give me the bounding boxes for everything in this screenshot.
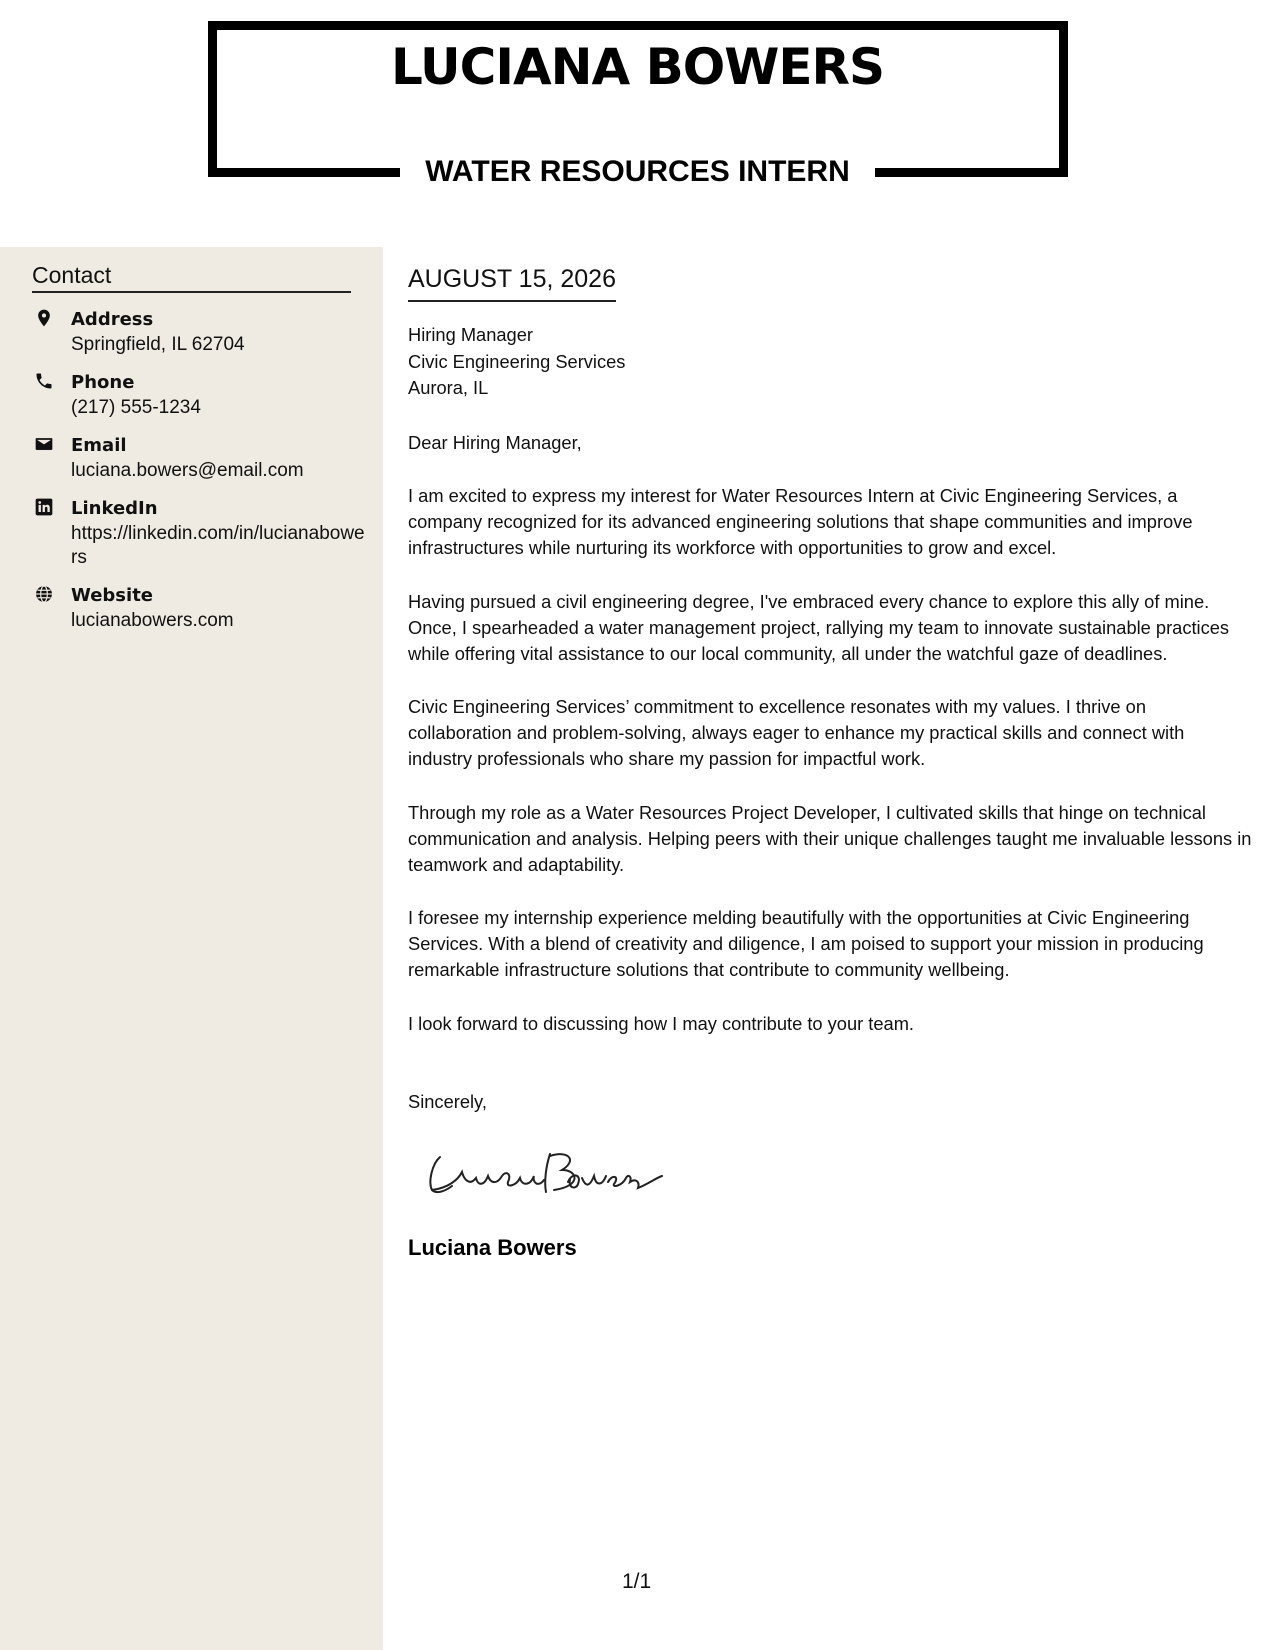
applicant-name: LUCIANA BOWERS (390, 38, 885, 96)
salutation: Dear Hiring Manager, (408, 432, 582, 453)
letter-paragraph: Through my role as a Water Resources Project Developer, I cultivated skills that hinge on technical communication and analysis. Helping peers with their unique challenges taught me invaluable lessons in teamwork and adaptability. (408, 802, 1252, 875)
contact-value: Springfield, IL 62704 (71, 334, 245, 355)
contact-value: (217) 555-1234 (71, 397, 201, 418)
signer-name: Luciana Bowers (408, 1235, 577, 1260)
letter-paragraph: Civic Engineering Services’ commitment to excellence resonates with my values. I thrive on collaboration and problem-solving, always eager to enhance my practical skills and connect with industry professionals who share my passion for impactful work. (408, 696, 1185, 769)
contact-heading: Contact (32, 261, 351, 293)
signature-image (418, 1142, 668, 1200)
website-link[interactable]: lucianabowers.com (71, 610, 234, 631)
letter-date: AUGUST 15, 2026 (408, 264, 616, 302)
globe-icon (34, 584, 54, 604)
location-pin-icon (34, 308, 54, 328)
job-title: WATER RESOURCES INTERN (425, 155, 850, 188)
recipient-line: Civic Engineering Services (408, 350, 626, 372)
letter-paragraph: I look forward to discussing how I may contribute to your team. (408, 1013, 915, 1034)
closing: Sincerely, (408, 1091, 487, 1112)
email-link[interactable]: luciana.bowers@email.com (71, 460, 304, 481)
recipient-line: Hiring Manager (408, 324, 533, 345)
recipient-block (408, 322, 625, 402)
phone-icon (34, 371, 54, 391)
contact-label: Email (71, 435, 127, 456)
letter-paragraph: Having pursued a civil engineering degree, I've embraced every chance to explore this ally of mine. Once, I spearheaded a water management project, rallying my team to innovate sustainable practices while offering vital assistance to our local community, all under the watchful gaze of deadlines. (408, 591, 1230, 664)
contact-label: Phone (71, 372, 135, 393)
page-number: 1/1 (622, 1570, 652, 1593)
letter-paragraph: I foresee my internship experience melding beautifully with the opportunities at Civic Engineering Services. With a blend of creativity and diligence, I am poised to support your mission in producing remarkable infrastructure solutions that contribute to community wellbeing. (408, 907, 1204, 980)
job-title-banner (400, 150, 875, 200)
linkedin-icon (34, 497, 54, 517)
email-icon (34, 434, 54, 454)
linkedin-link[interactable]: https://linkedin.com/in/lucianabowers (71, 523, 365, 568)
contact-label: Website (71, 585, 154, 606)
letter-paragraph: I am excited to express my interest for Water Resources Intern at Civic Engineering Services, a company recognized for its advanced engineering solutions that shape communities and improve infrastructures while nurturing its workforce with opportunities to grow and excel. (408, 485, 1193, 558)
contact-label: LinkedIn (71, 498, 158, 519)
recipient-line: Aurora, IL (408, 377, 489, 398)
contact-sidebar (0, 247, 383, 1650)
contact-label: Address (71, 309, 154, 330)
